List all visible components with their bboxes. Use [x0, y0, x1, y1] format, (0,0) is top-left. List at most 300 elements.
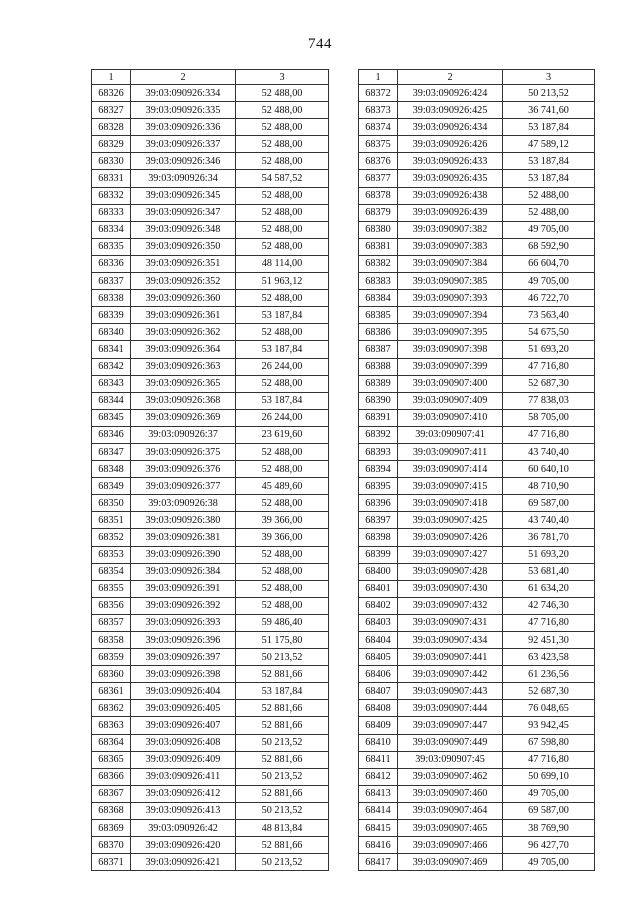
value-cell: 50 213,52: [236, 734, 329, 751]
table-row: [359, 204, 595, 221]
row-number-cell: 68342: [92, 358, 131, 375]
row-number-cell: 68389: [359, 375, 398, 392]
value-cell: 52 881,66: [236, 666, 329, 683]
table-row: [92, 837, 329, 854]
cadastral-id-cell: 39:03:090926:369: [131, 409, 236, 426]
row-number-cell: 68415: [359, 820, 398, 837]
value-cell: 52 488,00: [236, 204, 329, 221]
table-row: [92, 717, 329, 734]
value-cell: 52 488,00: [236, 238, 329, 255]
cadastral-id-cell: 39:03:090907:383: [398, 238, 503, 255]
table-row: [92, 751, 329, 768]
value-cell: 93 942,45: [503, 717, 595, 734]
value-cell: 49 705,00: [503, 785, 595, 802]
row-number-cell: 68414: [359, 802, 398, 819]
value-cell: 54 587,52: [236, 170, 329, 187]
value-cell: 52 881,66: [236, 717, 329, 734]
row-number-cell: 68378: [359, 187, 398, 204]
value-cell: 48 813,84: [236, 820, 329, 837]
row-number-cell: 68359: [92, 649, 131, 666]
table-row: [92, 632, 329, 649]
row-number-cell: 68355: [92, 580, 131, 597]
table-row: [92, 700, 329, 717]
row-number-cell: 68377: [359, 170, 398, 187]
value-cell: 53 187,84: [503, 170, 595, 187]
cadastral-id-cell: 39:03:090926:390: [131, 546, 236, 563]
cadastral-id-cell: 39:03:090907:447: [398, 717, 503, 734]
table-row: [92, 187, 329, 204]
value-cell: 52 488,00: [236, 580, 329, 597]
cadastral-id-cell: 39:03:090926:424: [398, 85, 503, 102]
value-cell: 47 589,12: [503, 136, 595, 153]
row-number-cell: 68394: [359, 461, 398, 478]
table-row: [359, 837, 595, 854]
table-row: [359, 153, 595, 170]
row-number-cell: 68396: [359, 495, 398, 512]
row-number-cell: 68336: [92, 255, 131, 272]
table-header-row: [92, 70, 329, 85]
table-row: [359, 854, 595, 871]
value-cell: 52 881,66: [236, 837, 329, 854]
cadastral-id-cell: 39:03:090907:427: [398, 546, 503, 563]
cadastral-id-cell: 39:03:090907:41: [398, 426, 503, 443]
row-number-cell: 68374: [359, 119, 398, 136]
value-cell: 42 746,30: [503, 597, 595, 614]
cadastral-id-cell: 39:03:090926:377: [131, 478, 236, 495]
table-row: [359, 683, 595, 700]
cadastral-id-cell: 39:03:090907:466: [398, 837, 503, 854]
cadastral-id-cell: 39:03:090926:38: [131, 495, 236, 512]
value-cell: 52 687,30: [503, 683, 595, 700]
table-row: [359, 341, 595, 358]
value-cell: 69 587,00: [503, 495, 595, 512]
table-row: [359, 820, 595, 837]
value-cell: 52 488,00: [236, 85, 329, 102]
cadastral-id-cell: 39:03:090926:380: [131, 512, 236, 529]
row-number-cell: 68386: [359, 324, 398, 341]
table-row: [92, 614, 329, 631]
table-row: [359, 614, 595, 631]
table-row: [359, 666, 595, 683]
value-cell: 77 838,03: [503, 392, 595, 409]
row-number-cell: 68401: [359, 580, 398, 597]
value-cell: 51 693,20: [503, 341, 595, 358]
row-number-cell: 68340: [92, 324, 131, 341]
row-number-cell: 68337: [92, 273, 131, 290]
cadastral-id-cell: 39:03:090926:360: [131, 290, 236, 307]
value-cell: 49 705,00: [503, 273, 595, 290]
value-cell: 48 114,00: [236, 255, 329, 272]
table-row: [92, 495, 329, 512]
value-cell: 92 451,30: [503, 632, 595, 649]
value-cell: 66 604,70: [503, 255, 595, 272]
row-number-cell: 68361: [92, 683, 131, 700]
row-number-cell: 68392: [359, 426, 398, 443]
row-number-cell: 68349: [92, 478, 131, 495]
row-number-cell: 68381: [359, 238, 398, 255]
value-cell: 49 705,00: [503, 854, 595, 871]
table-row: [92, 854, 329, 871]
cadastral-id-cell: 39:03:090907:465: [398, 820, 503, 837]
value-cell: 52 488,00: [236, 375, 329, 392]
value-cell: 52 488,00: [236, 324, 329, 341]
row-number-cell: 68333: [92, 204, 131, 221]
value-cell: 47 716,80: [503, 751, 595, 768]
cadastral-id-cell: 39:03:090907:425: [398, 512, 503, 529]
value-cell: 58 705,00: [503, 409, 595, 426]
value-cell: 47 716,80: [503, 614, 595, 631]
table-row: [92, 290, 329, 307]
table-row: [359, 563, 595, 580]
table-row: [359, 649, 595, 666]
register-table-right: [358, 69, 595, 871]
cadastral-id-cell: 39:03:090907:393: [398, 290, 503, 307]
table-row: [92, 170, 329, 187]
value-cell: 47 716,80: [503, 426, 595, 443]
row-number-cell: 68409: [359, 717, 398, 734]
row-number-cell: 68404: [359, 632, 398, 649]
cadastral-id-cell: 39:03:090926:426: [398, 136, 503, 153]
value-cell: 50 213,52: [236, 768, 329, 785]
table-row: [92, 238, 329, 255]
value-cell: 43 740,40: [503, 512, 595, 529]
cadastral-id-cell: 39:03:090926:404: [131, 683, 236, 700]
table-row: [92, 358, 329, 375]
column-header-value: 3: [503, 70, 595, 85]
value-cell: 76 048,65: [503, 700, 595, 717]
cadastral-id-cell: 39:03:090907:432: [398, 597, 503, 614]
value-cell: 52 881,66: [236, 700, 329, 717]
table-row: [92, 461, 329, 478]
cadastral-id-cell: 39:03:090926:412: [131, 785, 236, 802]
cadastral-id-cell: 39:03:090907:409: [398, 392, 503, 409]
row-number-cell: 68370: [92, 837, 131, 854]
table-row: [92, 85, 329, 102]
cadastral-id-cell: 39:03:090926:345: [131, 187, 236, 204]
cadastral-id-cell: 39:03:090926:336: [131, 119, 236, 136]
row-number-cell: 68403: [359, 614, 398, 631]
value-cell: 26 244,00: [236, 358, 329, 375]
value-cell: 59 486,40: [236, 614, 329, 631]
cadastral-id-cell: 39:03:090926:362: [131, 324, 236, 341]
cadastral-id-cell: 39:03:090907:418: [398, 495, 503, 512]
row-number-cell: 68408: [359, 700, 398, 717]
value-cell: 23 619,60: [236, 426, 329, 443]
table-row: [359, 461, 595, 478]
row-number-cell: 68363: [92, 717, 131, 734]
value-cell: 39 366,00: [236, 512, 329, 529]
table-row: [359, 478, 595, 495]
row-number-cell: 68393: [359, 443, 398, 460]
column-header-number: 1: [92, 70, 131, 85]
cadastral-id-cell: 39:03:090926:348: [131, 221, 236, 238]
row-number-cell: 68373: [359, 102, 398, 119]
cadastral-id-cell: 39:03:090926:364: [131, 341, 236, 358]
cadastral-id-cell: 39:03:090907:428: [398, 563, 503, 580]
value-cell: 68 592,90: [503, 238, 595, 255]
row-number-cell: 68387: [359, 341, 398, 358]
row-number-cell: 68397: [359, 512, 398, 529]
cadastral-id-cell: 39:03:090926:365: [131, 375, 236, 392]
cadastral-id-cell: 39:03:090907:395: [398, 324, 503, 341]
value-cell: 53 187,84: [236, 341, 329, 358]
cadastral-id-cell: 39:03:090926:392: [131, 597, 236, 614]
row-number-cell: 68338: [92, 290, 131, 307]
cadastral-id-cell: 39:03:090907:430: [398, 580, 503, 597]
row-number-cell: 68362: [92, 700, 131, 717]
value-cell: 61 634,20: [503, 580, 595, 597]
cadastral-id-cell: 39:03:090926:346: [131, 153, 236, 170]
table-row: [92, 529, 329, 546]
cadastral-id-cell: 39:03:090907:442: [398, 666, 503, 683]
cadastral-id-cell: 39:03:090926:433: [398, 153, 503, 170]
value-cell: 53 187,84: [236, 392, 329, 409]
table-row: [359, 717, 595, 734]
table-row: [359, 597, 595, 614]
table-row: [359, 255, 595, 272]
row-number-cell: 68334: [92, 221, 131, 238]
cadastral-id-cell: 39:03:090926:393: [131, 614, 236, 631]
value-cell: 60 640,10: [503, 461, 595, 478]
value-cell: 50 213,52: [236, 649, 329, 666]
cadastral-id-cell: 39:03:090926:405: [131, 700, 236, 717]
row-number-cell: 68346: [92, 426, 131, 443]
table-row: [359, 512, 595, 529]
cadastral-id-cell: 39:03:090907:411: [398, 443, 503, 460]
value-cell: 26 244,00: [236, 409, 329, 426]
table-row: [359, 85, 595, 102]
table-row: [359, 119, 595, 136]
table-row: [92, 307, 329, 324]
row-number-cell: 68390: [359, 392, 398, 409]
value-cell: 45 489,60: [236, 478, 329, 495]
table-row: [92, 597, 329, 614]
value-cell: 50 213,52: [503, 85, 595, 102]
value-cell: 63 423,58: [503, 649, 595, 666]
table-row: [92, 734, 329, 751]
value-cell: 50 213,52: [236, 854, 329, 871]
table-row: [92, 768, 329, 785]
cadastral-id-cell: 39:03:090926:438: [398, 187, 503, 204]
table-row: [92, 426, 329, 443]
row-number-cell: 68331: [92, 170, 131, 187]
row-number-cell: 68385: [359, 307, 398, 324]
cadastral-id-cell: 39:03:090926:350: [131, 238, 236, 255]
cadastral-id-cell: 39:03:090907:410: [398, 409, 503, 426]
table-row: [92, 102, 329, 119]
value-cell: 52 881,66: [236, 751, 329, 768]
cadastral-id-cell: 39:03:090926:34: [131, 170, 236, 187]
cadastral-id-cell: 39:03:090907:434: [398, 632, 503, 649]
row-number-cell: 68410: [359, 734, 398, 751]
cadastral-id-cell: 39:03:090907:444: [398, 700, 503, 717]
value-cell: 53 187,84: [236, 683, 329, 700]
row-number-cell: 68326: [92, 85, 131, 102]
cadastral-id-cell: 39:03:090907:462: [398, 768, 503, 785]
cadastral-id-cell: 39:03:090907:394: [398, 307, 503, 324]
table-row: [92, 119, 329, 136]
table-row: [92, 512, 329, 529]
row-number-cell: 68358: [92, 632, 131, 649]
cadastral-id-cell: 39:03:090926:425: [398, 102, 503, 119]
table-row: [92, 785, 329, 802]
value-cell: 50 213,52: [236, 802, 329, 819]
value-cell: 47 716,80: [503, 358, 595, 375]
cadastral-id-cell: 39:03:090907:443: [398, 683, 503, 700]
row-number-cell: 68398: [359, 529, 398, 546]
value-cell: 52 488,00: [236, 221, 329, 238]
value-cell: 53 187,84: [503, 119, 595, 136]
row-number-cell: 68368: [92, 802, 131, 819]
row-number-cell: 68391: [359, 409, 398, 426]
cadastral-id-cell: 39:03:090926:397: [131, 649, 236, 666]
row-number-cell: 68416: [359, 837, 398, 854]
cadastral-id-cell: 39:03:090926:335: [131, 102, 236, 119]
cadastral-id-cell: 39:03:090926:363: [131, 358, 236, 375]
cadastral-id-cell: 39:03:090907:385: [398, 273, 503, 290]
value-cell: 52 488,00: [236, 495, 329, 512]
value-cell: 52 488,00: [503, 204, 595, 221]
value-cell: 39 366,00: [236, 529, 329, 546]
value-cell: 52 488,00: [236, 461, 329, 478]
row-number-cell: 68379: [359, 204, 398, 221]
value-cell: 36 741,60: [503, 102, 595, 119]
table-row: [359, 751, 595, 768]
row-number-cell: 68344: [92, 392, 131, 409]
value-cell: 52 488,00: [236, 136, 329, 153]
value-cell: 52 488,00: [236, 563, 329, 580]
cadastral-id-cell: 39:03:090926:384: [131, 563, 236, 580]
row-number-cell: 68341: [92, 341, 131, 358]
row-number-cell: 68348: [92, 461, 131, 478]
cadastral-id-cell: 39:03:090926:352: [131, 273, 236, 290]
cadastral-id-cell: 39:03:090926:391: [131, 580, 236, 597]
table-row: [359, 187, 595, 204]
column-header-number: 1: [359, 70, 398, 85]
row-number-cell: 68329: [92, 136, 131, 153]
value-cell: 43 740,40: [503, 443, 595, 460]
column-header-value: 3: [236, 70, 329, 85]
table-header-row: [359, 70, 595, 85]
cadastral-id-cell: 39:03:090926:375: [131, 443, 236, 460]
value-cell: 38 769,90: [503, 820, 595, 837]
row-number-cell: 68356: [92, 597, 131, 614]
table-row: [359, 785, 595, 802]
cadastral-id-cell: 39:03:090926:37: [131, 426, 236, 443]
table-row: [359, 495, 595, 512]
row-number-cell: 68399: [359, 546, 398, 563]
table-row: [92, 324, 329, 341]
row-number-cell: 68372: [359, 85, 398, 102]
row-number-cell: 68380: [359, 221, 398, 238]
value-cell: 36 781,70: [503, 529, 595, 546]
value-cell: 52 488,00: [236, 153, 329, 170]
cadastral-id-cell: 39:03:090926:361: [131, 307, 236, 324]
value-cell: 52 488,00: [236, 290, 329, 307]
cadastral-id-cell: 39:03:090907:45: [398, 751, 503, 768]
table-row: [359, 290, 595, 307]
table-row: [359, 632, 595, 649]
row-number-cell: 68376: [359, 153, 398, 170]
cadastral-id-cell: 39:03:090907:441: [398, 649, 503, 666]
column-header-cadastral-id: 2: [131, 70, 236, 85]
table-row: [92, 255, 329, 272]
value-cell: 67 598,80: [503, 734, 595, 751]
value-cell: 52 488,00: [236, 546, 329, 563]
value-cell: 46 722,70: [503, 290, 595, 307]
cadastral-id-cell: 39:03:090907:431: [398, 614, 503, 631]
table-row: [359, 358, 595, 375]
table-row: [92, 666, 329, 683]
table-row: [92, 802, 329, 819]
row-number-cell: 68366: [92, 768, 131, 785]
table-row: [92, 136, 329, 153]
value-cell: 52 488,00: [236, 443, 329, 460]
table-row: [92, 341, 329, 358]
table-row: [92, 221, 329, 238]
table-row: [359, 443, 595, 460]
table-row: [359, 307, 595, 324]
table-row: [92, 580, 329, 597]
value-cell: 52 488,00: [236, 187, 329, 204]
value-cell: 52 488,00: [236, 119, 329, 136]
table-row: [92, 392, 329, 409]
cadastral-id-cell: 39:03:090926:408: [131, 734, 236, 751]
cadastral-id-cell: 39:03:090926:42: [131, 820, 236, 837]
cadastral-id-cell: 39:03:090907:382: [398, 221, 503, 238]
value-cell: 51 963,12: [236, 273, 329, 290]
table-row: [92, 683, 329, 700]
value-cell: 53 681,40: [503, 563, 595, 580]
row-number-cell: 68365: [92, 751, 131, 768]
row-number-cell: 68375: [359, 136, 398, 153]
table-row: [359, 529, 595, 546]
row-number-cell: 68328: [92, 119, 131, 136]
value-cell: 54 675,50: [503, 324, 595, 341]
table-row: [359, 221, 595, 238]
row-number-cell: 68352: [92, 529, 131, 546]
table-row: [359, 102, 595, 119]
table-row: [92, 273, 329, 290]
row-number-cell: 68367: [92, 785, 131, 802]
row-number-cell: 68406: [359, 666, 398, 683]
cadastral-id-cell: 39:03:090926:381: [131, 529, 236, 546]
row-number-cell: 68339: [92, 307, 131, 324]
value-cell: 53 187,84: [503, 153, 595, 170]
row-number-cell: 68407: [359, 683, 398, 700]
table-row: [359, 324, 595, 341]
value-cell: 49 705,00: [503, 221, 595, 238]
cadastral-id-cell: 39:03:090907:398: [398, 341, 503, 358]
table-row: [92, 409, 329, 426]
row-number-cell: 68388: [359, 358, 398, 375]
row-number-cell: 68384: [359, 290, 398, 307]
cadastral-id-cell: 39:03:090926:347: [131, 204, 236, 221]
value-cell: 52 687,30: [503, 375, 595, 392]
table-row: [92, 563, 329, 580]
row-number-cell: 68360: [92, 666, 131, 683]
cadastral-id-cell: 39:03:090926:420: [131, 837, 236, 854]
cadastral-id-cell: 39:03:090926:409: [131, 751, 236, 768]
value-cell: 96 427,70: [503, 837, 595, 854]
table-row: [359, 136, 595, 153]
table-row: [92, 375, 329, 392]
cadastral-id-cell: 39:03:090926:407: [131, 717, 236, 734]
table-row: [359, 802, 595, 819]
row-number-cell: 68353: [92, 546, 131, 563]
table-row: [92, 546, 329, 563]
row-number-cell: 68383: [359, 273, 398, 290]
